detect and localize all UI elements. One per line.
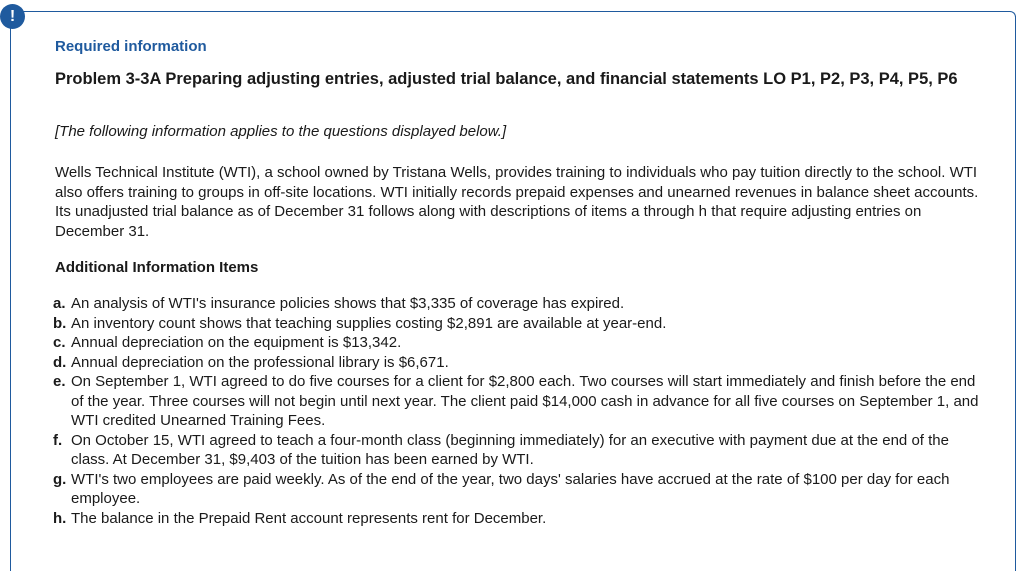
- item-text: WTI's two employees are paid weekly. As of the end of the year, two days' salaries have accrued at the rate of $100 per day for each employee.: [71, 470, 950, 507]
- list-item: [53, 431, 988, 470]
- item-text: An analysis of WTI's insurance policies shows that $3,335 of coverage has expired.: [71, 295, 625, 312]
- item-letter: c.: [53, 334, 66, 351]
- item-text: Annual depreciation on the professional library is $6,671.: [71, 353, 449, 371]
- item-text: The balance in the Prepaid Rent account represents rent for December.: [71, 509, 547, 527]
- problem-title: Problem 3-3A Preparing adjusting entries, adjusted trial balance, and financial statements LO P1, P2, P3, P4, P5, P6: [55, 70, 958, 88]
- item-text: An inventory count shows that teaching supplies costing $2,891 are available at year-end.: [71, 314, 667, 332]
- list-item: [53, 294, 988, 314]
- item-letter: h.: [53, 509, 67, 527]
- item-letter: d.: [53, 353, 67, 371]
- item-letter: a.: [53, 295, 66, 312]
- list-item: [53, 372, 988, 431]
- item-letter: f.: [53, 431, 63, 449]
- list-item: [53, 333, 988, 353]
- list-item: [53, 470, 988, 509]
- list-item: [53, 353, 988, 373]
- additional-info-heading: Additional Information Items: [55, 259, 259, 276]
- list-item: [53, 509, 988, 529]
- problem-description: Wells Technical Institute (WTI), a school owned by Tristana Wells, provides training to individuals who pay tuition directly to the school. WTI also offers training to groups in off-site locations. WTI initially records prepaid expenses and unearned revenues in balance sheet accounts. Its unadjusted trial balance as of December 31 follows along with descriptions of items a through h that require adjusting entries on December 31.: [55, 164, 979, 240]
- alert-icon: !: [0, 4, 25, 29]
- item-text: Annual depreciation on the equipment is $13,342.: [71, 334, 402, 351]
- item-letter: b.: [53, 314, 67, 332]
- item-text: On October 15, WTI agreed to teach a four-month class (beginning immediately) for an executive with payment due at the end of the class. At December 31, $9,403 of the tuition has been earned by WTI.: [71, 431, 949, 468]
- list-item: [53, 314, 988, 334]
- item-letter: e.: [53, 373, 66, 390]
- required-information-label: Required information: [55, 38, 207, 55]
- applies-note: [The following information applies to the questions displayed below.]: [55, 123, 507, 140]
- item-text: On September 1, WTI agreed to do five courses for a client for $2,800 each. Two courses will start immediately and finish before the end of the year. Three courses will not begin until next year. The client paid $14,000 cash in advance for all five courses on September 1, and WTI credited Unearned Training Fees.: [71, 373, 979, 429]
- item-letter: g.: [53, 470, 67, 488]
- additional-info-list: [53, 294, 988, 528]
